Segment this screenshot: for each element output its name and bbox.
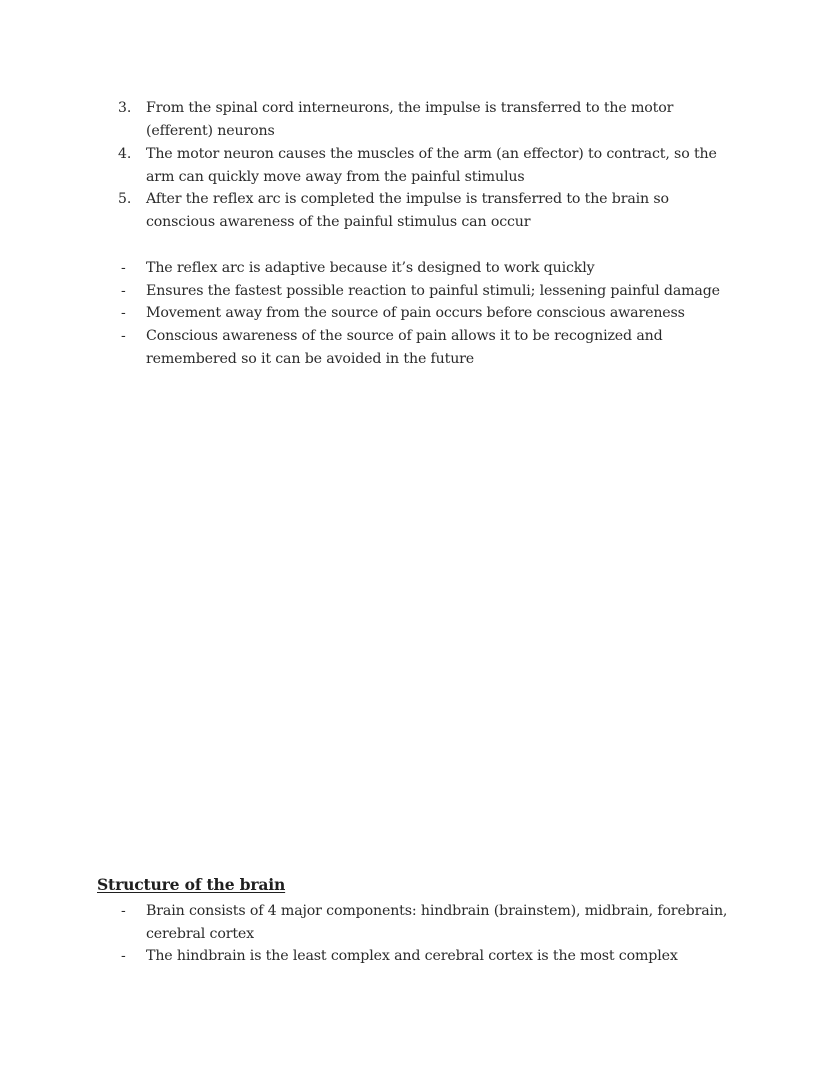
bullet-dash: - xyxy=(121,328,126,344)
list-item-text: The motor neuron causes the muscles of the arm (an effector) to contract, so the arm can quickly move away from the painful stimulus xyxy=(146,146,717,185)
bullet-dash: - xyxy=(121,948,126,964)
list-item-text: After the reflex arc is completed the impulse is transferred to the brain so conscious awareness of the painful stimulus can occur xyxy=(146,191,669,230)
list-number: 5. xyxy=(118,191,132,207)
bullet-dash: - xyxy=(121,283,126,299)
bullet-dash: - xyxy=(121,260,126,276)
list-number: 3. xyxy=(118,100,132,116)
list-item-text: Conscious awareness of the source of pain allows it to be recognized and remembered so it can be avoided in the future xyxy=(146,328,663,367)
list-item-text: From the spinal cord interneurons, the impulse is transferred to the motor (efferent) neurons xyxy=(146,100,674,139)
list-number: 4. xyxy=(118,146,132,162)
list-item-text: Brain consists of 4 major components: hindbrain (brainstem), midbrain, forebrain, cerebral cortex xyxy=(146,903,728,942)
list-item-text: The hindbrain is the least complex and cerebral cortex is the most complex xyxy=(146,948,678,964)
section-heading: Structure of the brain xyxy=(97,875,286,894)
list-item-text: The reflex arc is adaptive because it’s designed to work quickly xyxy=(146,260,595,276)
bullet-dash: - xyxy=(121,903,126,919)
bullet-dash: - xyxy=(121,305,126,321)
list-item-text: Movement away from the source of pain occurs before conscious awareness xyxy=(146,305,685,321)
list-item-text: Ensures the fastest possible reaction to painful stimuli; lessening painful damage xyxy=(146,283,720,299)
